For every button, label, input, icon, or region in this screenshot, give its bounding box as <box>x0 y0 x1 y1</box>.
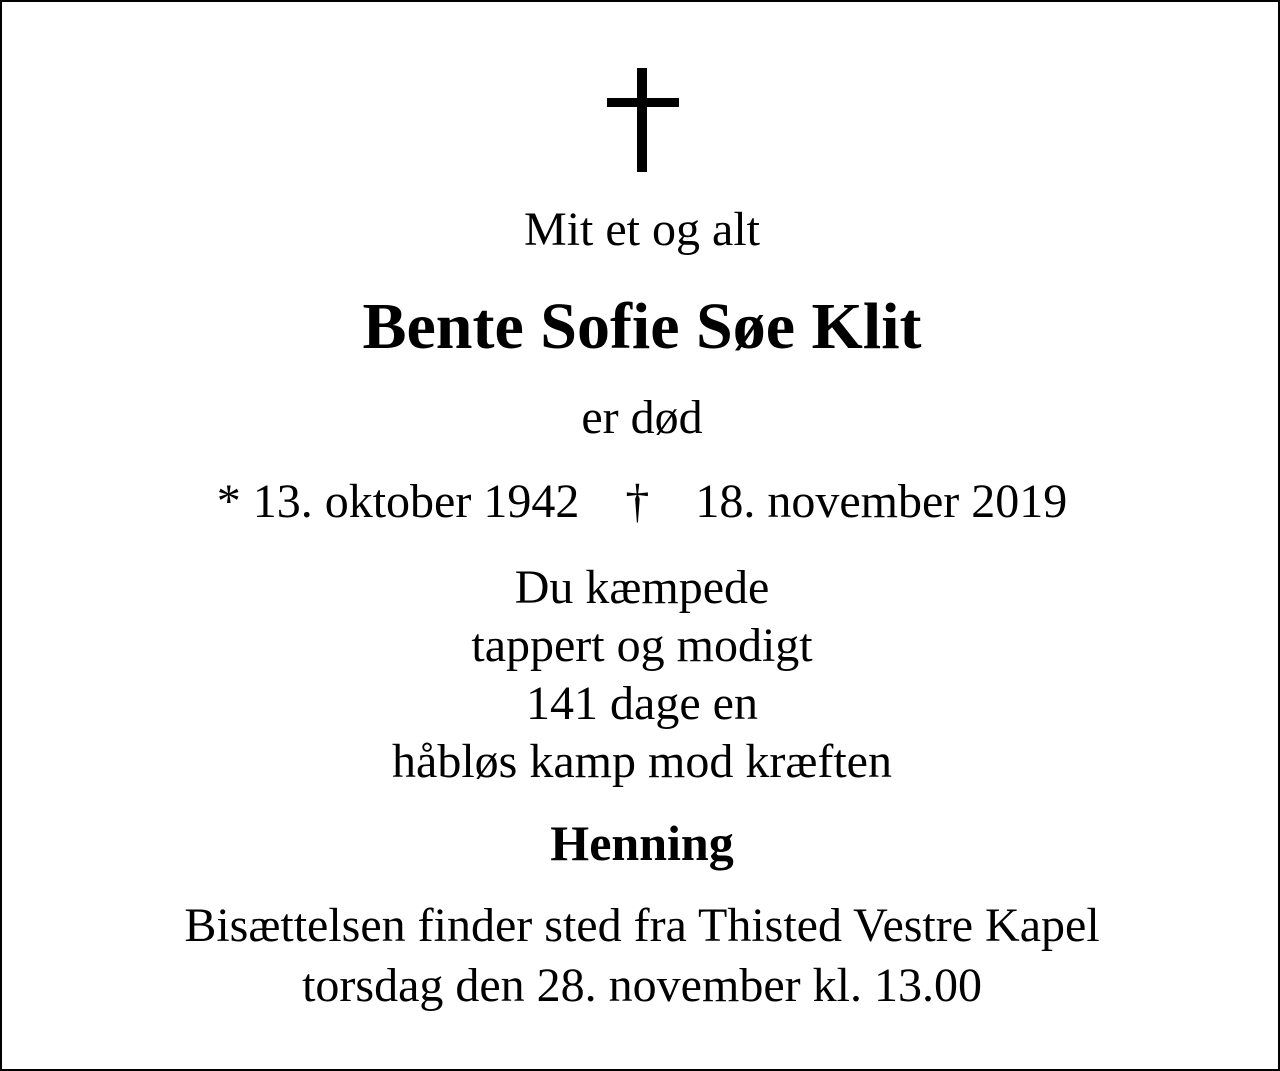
funeral-time: torsdag den 28. november kl. 13.00 <box>302 959 982 1012</box>
death-date: 18. november 2019 <box>695 475 1068 528</box>
signature: Henning <box>550 815 734 871</box>
verse-line: tappert og modigt <box>471 619 813 672</box>
verse-line: håbløs kamp mod kræften <box>392 735 892 788</box>
birth-date: * 13. oktober 1942 <box>216 475 580 528</box>
life-dates <box>2 475 1280 528</box>
verse-line: 141 dage en <box>526 677 758 730</box>
funeral-location: Bisættelsen finder sted fra Thisted Vestre Kapel <box>184 899 1100 952</box>
death-status: er død <box>581 391 703 444</box>
death-symbol: † <box>625 475 650 528</box>
deceased-name: Bente Sofie Søe Klit <box>362 290 922 363</box>
verse-line: Du kæmpede <box>514 561 770 614</box>
intro-text: Mit et og alt <box>524 203 760 256</box>
cross-icon <box>607 68 679 172</box>
cross-container <box>2 2 1280 202</box>
